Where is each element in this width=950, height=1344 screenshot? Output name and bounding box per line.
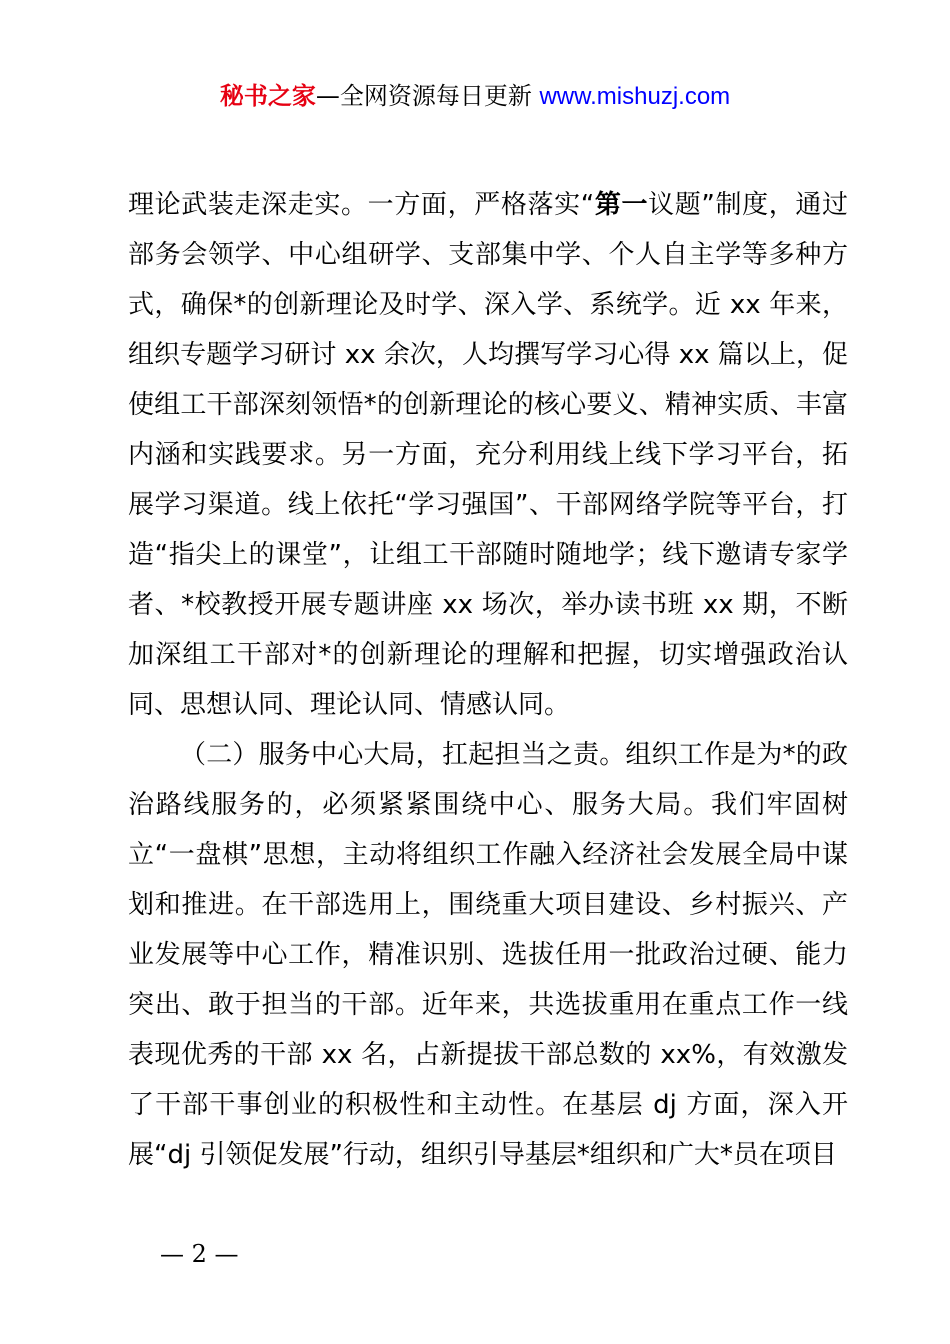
page-header — [0, 80, 950, 113]
paragraph-theory-study — [128, 180, 848, 730]
paragraph-serve-center: （二）服务中心大局，扛起担当之责。组织工作是为*的政治路线服务的，必须紧紧围绕中心、服务大局。我们牢固树立“一盘棋”思想，主动将组织工作融入经济社会发展全局中谋划和推进。在干部选用上，围绕重大项目建设、乡村振兴、产业发展等中心工作，精准识别、选拔任用一批政治过硬、能力突出、敢于担当的干部。近年来，共选拔重用在重点工作一线表现优秀的干部 xx 名，占新提拔干部总数的 xx%，有效激发了干部干事创业的积极性和主动性。在基层 dj 方面，深入开展“dj 引领促发展”行动，组织引导基层*组织和广大*员在项目 — [128, 740, 848, 1170]
brand-name: 秘书之家 — [219, 82, 316, 110]
page-number: — 2 — — [160, 1240, 239, 1268]
header-tagline: —全网资源每日更新 — [315, 82, 540, 110]
paragraph-1-text-end: 议题”制度，通过部务会领学、中心组研学、支部集中学、个人自主学等多种方式，确保*的创新理论及时学、深入学、系统学。近 xx 年来，组织专题学习研讨 xx 余次，人均撰写学习心得 xx 篇以上，促使组工干部深刻领悟*的创新理论的核心要义、精神实质、丰富内涵和实践要求。另一方面，充分利用线上线下学习平台，拓展学习渠道。线上依托“学习强国”、干部网络学院等平台，打造“指尖上的课堂”，让组工干部随时随地学；线下邀请专家学者、*校教授开展专题讲座 xx 场次，举办读书班 xx 期，不断加深组工干部对*的创新理论的理解和把握，切实增强政治认同、思想认同、理论认同、情感认同。 — [128, 190, 848, 720]
document-body — [128, 180, 848, 1180]
paragraph-1-bold-phrase: 第一 — [594, 190, 649, 220]
paragraph-1-text-start: 理论武装走深走实。一方面，严格落实“ — [128, 190, 595, 220]
site-url-link[interactable]: www.mishuzj.com — [539, 83, 731, 110]
